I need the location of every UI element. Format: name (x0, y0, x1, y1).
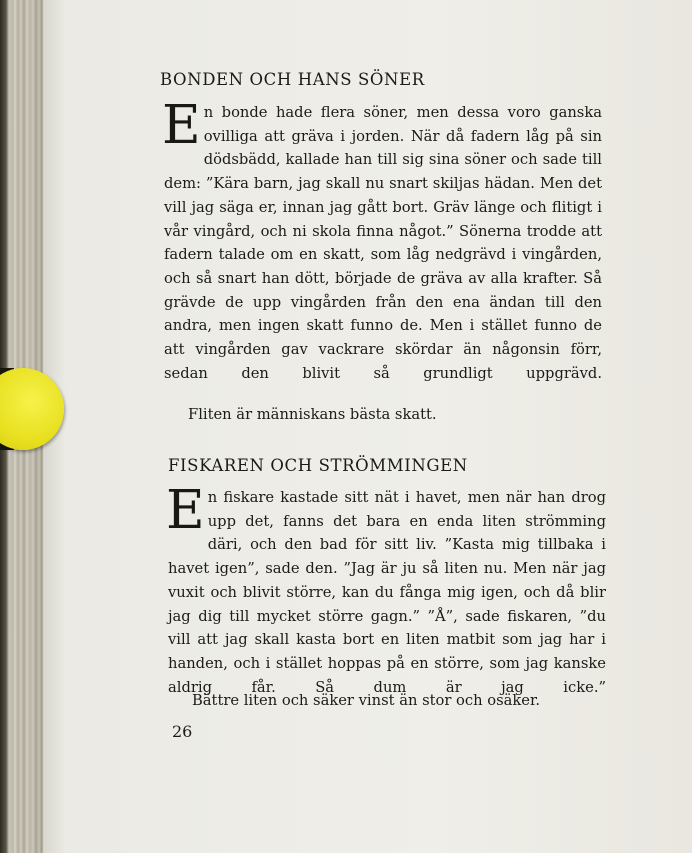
page-number: 26 (172, 722, 193, 741)
fable-text-2: n fiskare kastade sitt nät i havet, men när han drog upp det, fanns det bara en enda liten strömming däri, och den bad för sitt liv. ”Kasta mig tillbaka i havet igen”, sade den. ”Jag är ju så liten nu. Men när jag vuxit och blivit större, kan du fånga mig igen, och då blir jag dig till mycket större gagn.” ”Å”, sade fiskaren, ”du vill att jag skall kasta bort en liten matbit som jag har i handen, och i stället hoppas på en större, som jag kanske aldrig får. Så dum är jag icke.” (168, 489, 606, 696)
drop-cap: E (162, 95, 201, 156)
fable-title-2: FISKAREN OCH STRÖMMINGEN (168, 456, 468, 475)
drop-cap-2: E (166, 480, 205, 541)
fable-moral: Fliten är människans bästa skatt. (188, 406, 437, 423)
fable-title: BONDEN OCH HANS SÖNER (160, 70, 425, 89)
fable-text: n bonde hade flera söner, men dessa voro ganska ovilliga att gräva i jorden. När då fadern låg på sin dödsbädd, kallade han till sig sina söner och sade till dem: ”Kära barn, jag skall nu snart skiljas hädan. Men det vill jag säga er, innan jag gått bort. Gräv länge och flitigt i vår vingård, och ni skola finna något.” Sönerna trodde att fadern talade om en skatt, som låg nedgrävd i vingården, och så snart han dött, började de gräva av alla krafter. Så grävde de upp vingården från den ena ändan till den andra, men ingen skatt funno de. Men i stället funno de att vingården gav vackrare skördar än någonsin förr, sedan den blivit så grundligt uppgrävd. (164, 104, 602, 382)
fable-moral-2: Bättre liten och säker vinst än stor och osäker. (192, 692, 541, 709)
fable-body-2 (166, 480, 606, 699)
fable-body (162, 95, 602, 385)
